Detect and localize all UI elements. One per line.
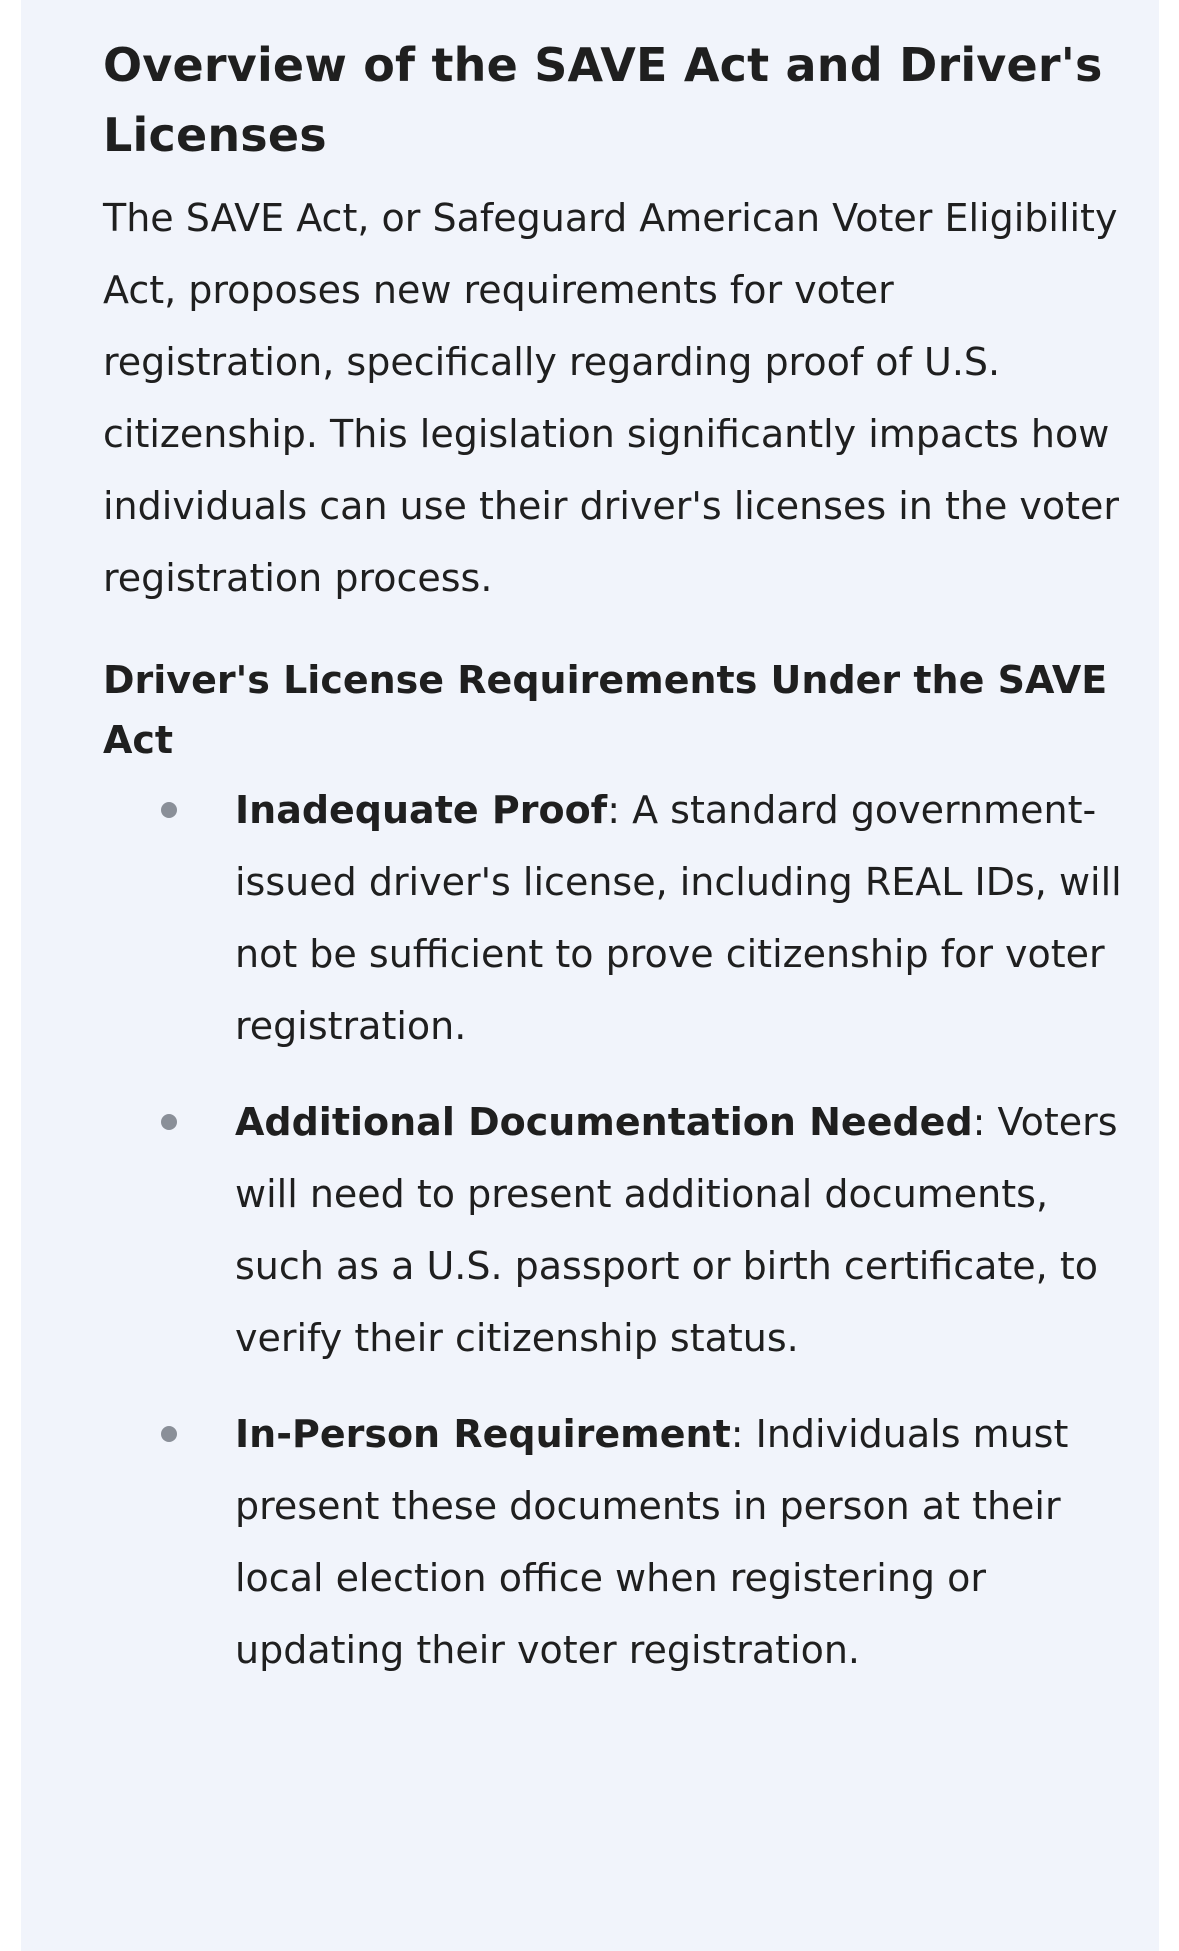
intro-paragraph: The SAVE Act, or Safeguard American Voter Eligibility Act, proposes new requirements for voter registration, specifically regarding proof of U.S. citizenship. This legislation significantly impacts how individuals can use their driver's licenses in the voter registration process. [103, 196, 1120, 600]
response-content [103, 30, 1123, 1710]
bullet-dot-icon [161, 802, 177, 818]
bullet-term: Inadequate Proof [235, 788, 608, 832]
bullet-separator: : [730, 1412, 744, 1456]
bullet-separator: : [972, 1100, 986, 1144]
list-item-in-person-requirement [103, 1398, 1123, 1686]
list-item-additional-documentation [103, 1086, 1123, 1374]
bullet-dot-icon [161, 1426, 177, 1442]
bullet-text: A standard government-issued driver's license, including REAL IDs, will not be sufficient to prove citizenship for voter registration. [235, 788, 1122, 1048]
bullet-dot-icon [161, 1114, 177, 1130]
requirements-list [103, 774, 1123, 1686]
section-heading: Driver's License Requirements Under the SAVE Act [103, 658, 1108, 762]
bullet-term: In-Person Requirement [235, 1412, 731, 1456]
response-panel [21, 0, 1159, 1951]
bullet-text: Voters will need to present additional documents, such as a U.S. passport or birth certificate, to verify their citizenship status. [235, 1100, 1118, 1360]
article-title: Overview of the SAVE Act and Driver's Licenses [103, 38, 1103, 162]
bullet-text: Individuals must present these documents in person at their local election office when registering or updating their voter registration. [235, 1412, 1069, 1672]
bullet-separator: : [607, 788, 621, 832]
list-item-inadequate-proof [103, 774, 1123, 1062]
bullet-term: Additional Documentation Needed [235, 1100, 973, 1144]
